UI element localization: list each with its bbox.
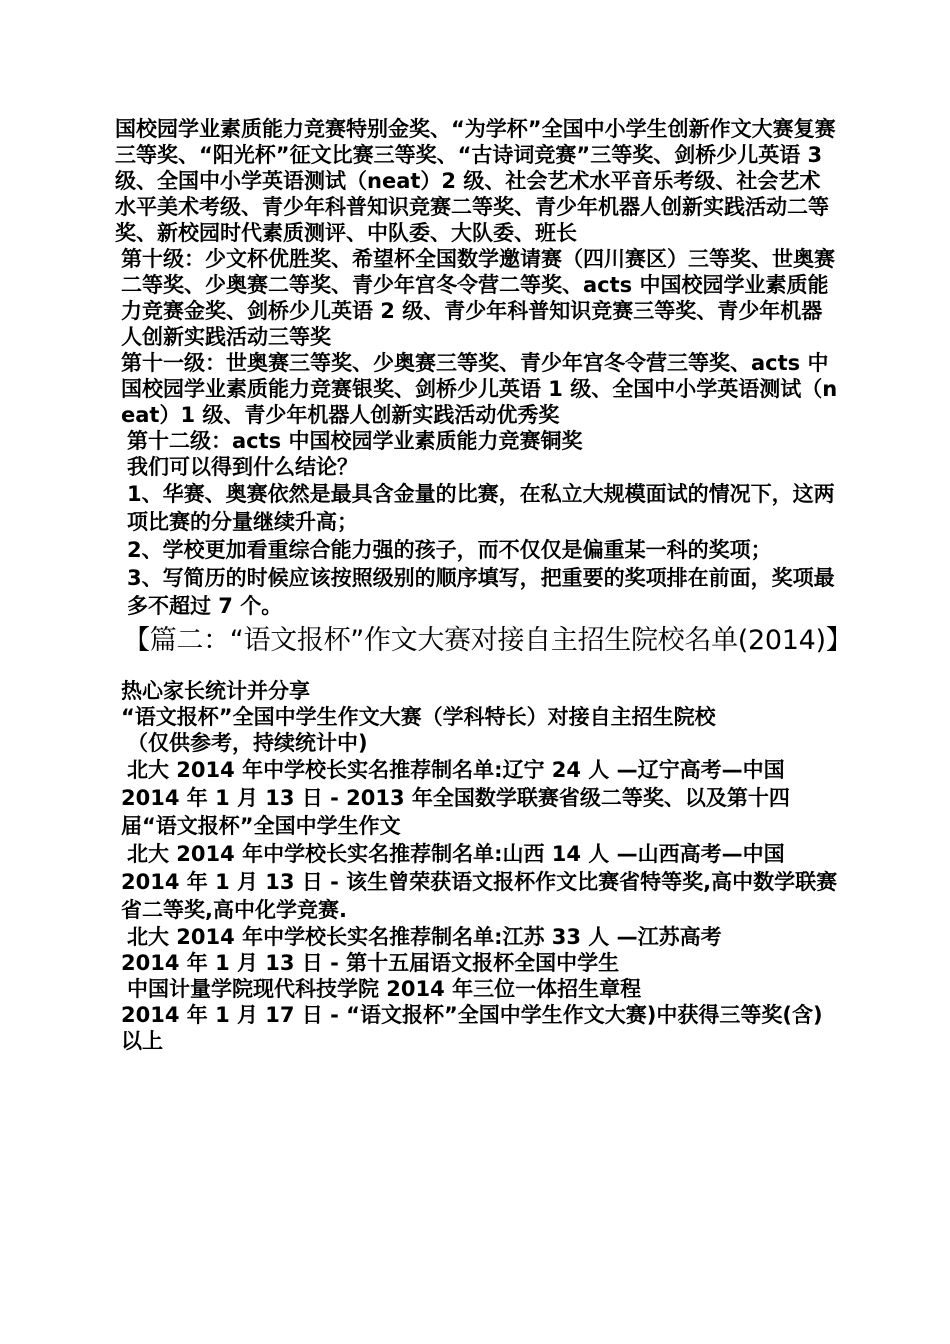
document-page — [115, 116, 853, 1054]
section-heading: 【篇二：“语文报杯”作文大赛对接自主招生院校名单(2014)】 — [123, 625, 853, 656]
paragraph-awards-level-11: 第十一级：世奥赛三等奖、少奥赛三等奖、青少年宫冬令营三等奖、acts 中国校园学业素质能力竞赛银奖、剑桥少儿英语 1 级、全国中小学英语测试（neat）1 级、青少年机器人创新实践活动优秀奖 — [121, 351, 838, 427]
paragraph-date-entry-3: 2014 年 1 月 13 日 - 第十五届语文报杯全国中学生 — [121, 951, 620, 975]
paragraph-reference-note: （仅供参考，持续统计中) — [127, 731, 368, 755]
paragraph-date-entry-2: 2014 年 1 月 13 日 - 该生曾荣获语文报杯作文比赛省特等奖,高中数学联赛省二等奖,高中化学竞赛. — [121, 870, 838, 922]
paragraph-contest-title: “语文报杯”全国中学生作文大赛（学科特长）对接自主招生院校 — [121, 705, 716, 729]
paragraph-conclusion-1: 1、华赛、奥赛依然是最具含金量的比赛，在私立大规模面试的情况下，这两项比赛的分量继续升高； — [127, 482, 835, 534]
paragraph-pku-liaoning: 北大 2014 年中学校长实名推荐制名单:辽宁 24 人 —辽宁高考—中国 — [127, 758, 785, 782]
paragraph-awards-level-9: 国校园学业素质能力竞赛特别金奖、“为学杯”全国中小学生创新作文大赛复赛三等奖、“阳光杯”征文比赛三等奖、“古诗词竞赛”三等奖、剑桥少儿英语 3 级、全国中小学英语测试（neat）2 级、社会艺术水平音乐考级、社会艺术水平美术考级、青少年科普知识竞赛二等奖、青少年机器人创新实践活动二等奖、新校园时代素质测评、中队委、大队委、班长 — [115, 117, 836, 245]
paragraph-pku-shanxi: 北大 2014 年中学校长实名推荐制名单:山西 14 人 —山西高考—中国 — [127, 842, 785, 866]
paragraph-conclusion-2: 2、学校更加看重综合能力强的孩子，而不仅仅是偏重某一科的奖项； — [127, 538, 772, 562]
paragraph-cjlu-admission: 中国计量学院现代科技学院 2014 年三位一体招生章程 — [127, 977, 642, 1001]
paragraph-parent-share: 热心家长统计并分享 — [121, 679, 310, 703]
paragraph-awards-level-12: 第十二级：acts 中国校园学业素质能力竞赛铜奖 — [127, 429, 583, 453]
spacer — [115, 658, 840, 672]
paragraph-date-entry-4: 2014 年 1 月 17 日 - “语文报杯”全国中学生作文大赛)中获得三等奖(含)以上 — [121, 1003, 823, 1053]
paragraph-conclusion-question: 我们可以得到什么结论？ — [127, 455, 358, 479]
paragraph-pku-jiangsu: 北大 2014 年中学校长实名推荐制名单:江苏 33 人 —江苏高考 — [127, 925, 722, 949]
paragraph-conclusion-3: 3、写简历的时候应该按照级别的顺序填写，把重要的奖项排在前面，奖项最多不超过 7 个。 — [127, 566, 835, 618]
paragraph-date-entry-1: 2014 年 1 月 13 日 - 2013 年全国数学联赛省级二等奖、以及第十四届“语文报杯”全国中学生作文 — [121, 786, 790, 838]
paragraph-awards-level-10: 第十级：少文杯优胜奖、希望杯全国数学邀请赛（四川赛区）三等奖、世奥赛二等奖、少奥赛二等奖、青少年宫冬令营二等奖、acts 中国校园学业素质能力竞赛金奖、剑桥少儿英语 2 级、青少年科普知识竞赛三等奖、青少年机器人创新实践活动三等奖 — [121, 247, 835, 349]
